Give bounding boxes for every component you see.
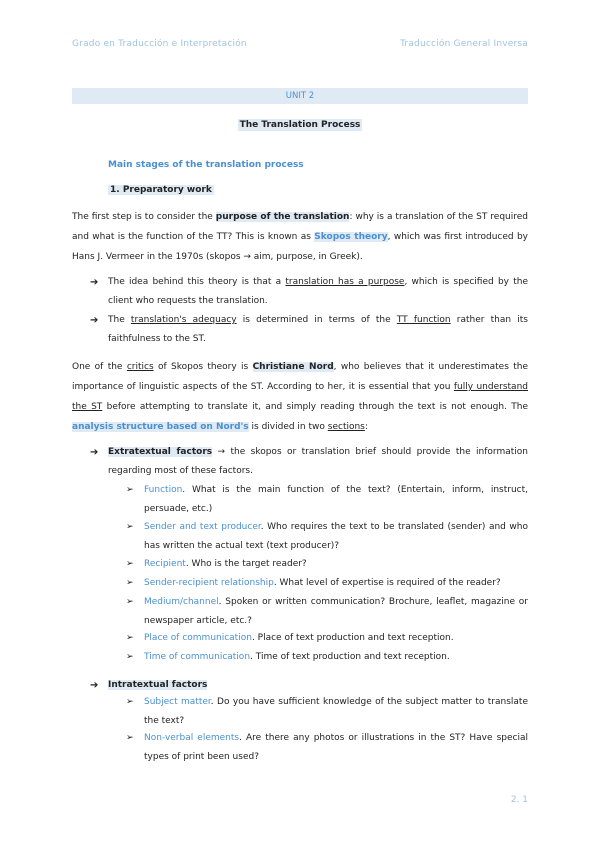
header-subject: Traducción General Inversa (400, 39, 528, 49)
triangle-bullet-icon: ➢ (126, 485, 134, 495)
triangle-bullet-icon: ➢ (126, 522, 134, 532)
para1-bold-skopos: Skopos theory (314, 232, 388, 242)
section-heading: Main stages of the translation process (108, 160, 304, 170)
para2-underline-understand: fully understand the ST (72, 382, 528, 412)
bullet2-underline-1: translation's adequacy (130, 315, 237, 325)
para2-bold-nord: Christiane Nord (252, 362, 334, 372)
factor-text: . Who requires the text to be translated (sender) and who has written the actual text (text producer)? (144, 522, 528, 551)
bullet2-text-1: The (108, 315, 131, 325)
factor-text: . Do you have sufficient knowledge of the subject matter to translate the text? (144, 697, 528, 726)
unit-label: UNIT 2 (72, 88, 528, 104)
arrow-right-icon: ➔ (90, 680, 99, 691)
para2-underline-critics: critics (126, 362, 154, 372)
bullet2-underline-2: TT function (396, 315, 451, 325)
para1-text-2: : why is a translation of the ST required and what is the function of the TT? This is known as (72, 212, 528, 242)
para1-text-3: , which was first introduced by Hans J. Vermeer in the 1970s (skopos → aim, purpose, in Greek). (72, 232, 528, 262)
triangle-bullet-icon: ➢ (126, 597, 134, 607)
para2-text-6: : (364, 422, 368, 432)
para2-underline-sections: sections (327, 422, 365, 432)
triangle-bullet-icon: ➢ (126, 578, 134, 588)
factor-text: . Time of text production and text reception. (250, 652, 450, 662)
para2-text-2: of Skopos theory is (153, 362, 253, 372)
page-number: 2. 1 (510, 795, 528, 805)
factor-term: Subject matter (144, 697, 211, 707)
bullet1-underline: translation has a purpose (285, 277, 405, 287)
bullet1-text-2: , which is specified by the client who requests the translation. (108, 277, 528, 306)
para2-text-1: One of the (72, 362, 127, 372)
header-course: Grado en Traducción e Interpretación (72, 39, 247, 49)
paragraph-nord (72, 357, 528, 437)
arrow-right-icon: ➔ (90, 277, 99, 288)
factor-text: . What is the main function of the text? (Entertain, inform, instruct, persuade, etc.) (144, 485, 528, 514)
para2-bold-analysis: analysis structure based on Nord's (72, 422, 249, 432)
bullet1-text-1: The idea behind this theory is that a (108, 277, 286, 287)
title-text: The Translation Process (239, 120, 361, 130)
factor-term: Time of communication (144, 652, 251, 662)
intratextual-label: Intratextual factors (108, 680, 208, 690)
extratextual-description: → the skopos or translation brief should provide the information regarding most of these factors. (108, 447, 528, 476)
paragraph-skopos (72, 207, 528, 267)
factor-term: Recipient (144, 559, 186, 569)
factor-term: Non-verbal elements (144, 733, 240, 743)
subsection-text: 1. Preparatory work (110, 185, 212, 195)
bullet2-text-3: rather than its faithfulness to the ST. (108, 315, 528, 344)
triangle-bullet-icon: ➢ (126, 559, 134, 569)
arrow-right-icon: ➔ (90, 315, 99, 326)
para2-text-3: , who believes that it underestimates the importance of linguistic aspects of the ST. According to her, it is essential that you (72, 362, 529, 392)
factor-text: . Who is the target reader? (185, 559, 307, 569)
factor-term: Sender and text producer (144, 522, 261, 532)
triangle-bullet-icon: ➢ (126, 633, 134, 643)
subsection-heading (108, 185, 214, 195)
para1-text-1: The first step is to consider the (72, 212, 216, 222)
factor-text: . Spoken or written communication? Brochure, leaflet, magazine or newspaper article, etc.? (144, 597, 528, 626)
para1-bold-purpose: purpose of the translation (215, 212, 350, 222)
factor-term: Place of communication (144, 633, 252, 643)
extratextual-label: Extratextual factors (108, 447, 213, 457)
bullet2-text-2: is determined in terms of the (236, 315, 397, 325)
factor-text: . Place of text production and text reception. (251, 633, 454, 643)
triangle-bullet-icon: ➢ (126, 652, 134, 662)
factor-term: Function (144, 485, 183, 495)
factor-term: Medium/channel (144, 597, 219, 607)
para2-text-4: before attempting to translate it, and simply reading through the text is not enough. The (102, 402, 528, 412)
triangle-bullet-icon: ➢ (126, 733, 134, 743)
page-title (0, 120, 600, 130)
factor-term: Sender-recipient relationship (144, 578, 274, 588)
factor-text: . What level of expertise is required of the reader? (273, 578, 501, 588)
para2-text-5: is divided in two (248, 422, 328, 432)
triangle-bullet-icon: ➢ (126, 697, 134, 707)
arrow-right-icon: ➔ (90, 447, 99, 458)
factor-text: . Are there any photos or illustrations in the ST? Have special types of print been used? (144, 733, 528, 762)
